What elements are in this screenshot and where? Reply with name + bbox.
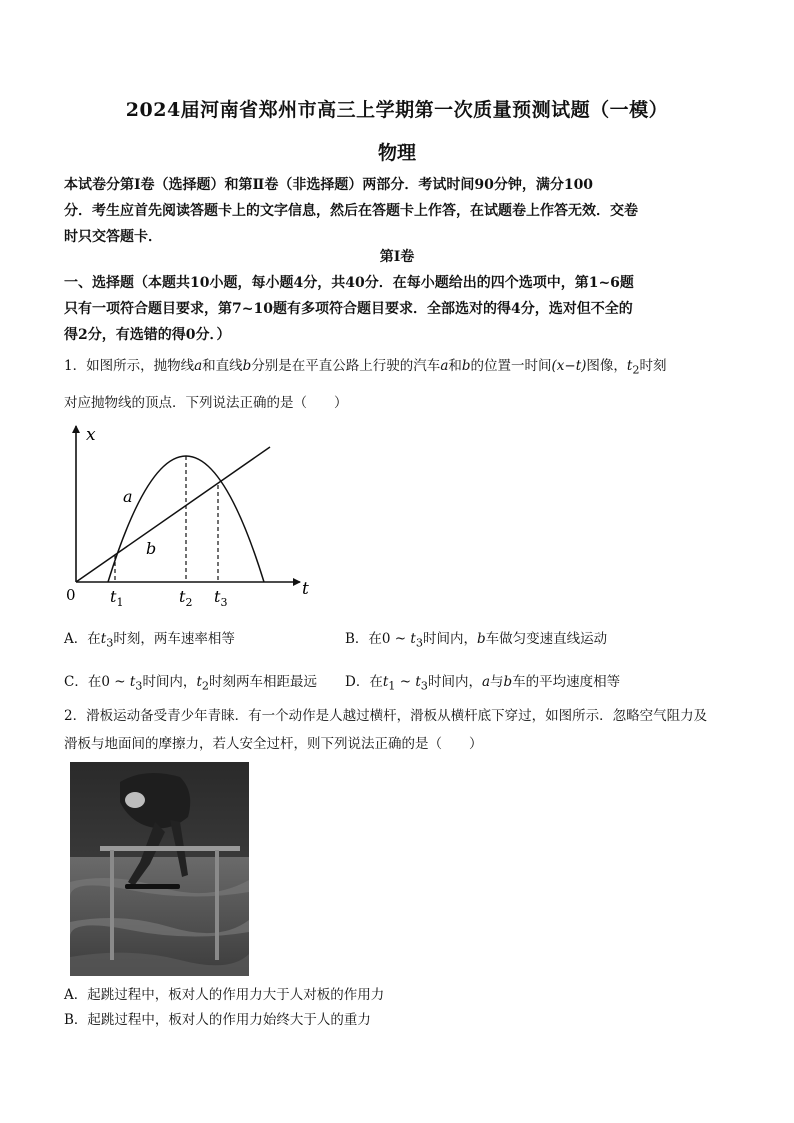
tick-t2: $t_2$ <box>179 587 193 609</box>
x-axis-label: t <box>302 579 309 599</box>
skateboard-photo-drawing <box>70 762 249 976</box>
curve-a-label: a <box>123 487 133 506</box>
line-b <box>76 447 270 582</box>
instructions-line: 分．考生应首先阅读答题卡上的文字信息，然后在答题卡上作答，在试题卷上作答无效．交卷 <box>64 203 638 219</box>
q1-option-a: A．在$t_3$时刻，两车速率相等 <box>64 631 235 650</box>
question-2-line1: 2．滑板运动备受青少年青睐．有一个动作是人越过横杆，滑板从横杆底下穿过，如图所示．忽略空气阻力及 <box>64 708 708 724</box>
tick-t3: $t_3$ <box>214 587 228 609</box>
question-1-line2: 对应抛物线的顶点．下列说法正确的是（ ） <box>64 394 348 411</box>
question-1-line1: 1．如图所示，抛物线a和直线b分别是在平直公路上行驶的汽车a和b的位置一时间(x−t)图像，$t_2$时刻 <box>64 358 667 377</box>
q2-option-b: B．起跳过程中，板对人的作用力始终大于人的重力 <box>64 1012 371 1028</box>
question-2-line2: 滑板与地面间的摩擦力，若人安全过杆，则下列说法正确的是（ ） <box>64 736 483 752</box>
skateboard-photo <box>70 762 249 976</box>
section-description <box>64 270 734 348</box>
instructions-line: 本试卷分第Ⅰ卷（选择题）和第Ⅱ卷（非选择题）两部分．考试时间90分钟，满分100 <box>64 177 594 193</box>
section-desc-line: 只有一项符合题目要求，第7~10题有多项符合题目要求．全部选对的得4分，选对但不全的 <box>64 301 633 317</box>
subject-title: 物理 <box>377 142 416 164</box>
y-axis-label: x <box>86 425 96 445</box>
section-label: 第Ⅰ卷 <box>379 249 415 265</box>
section-desc-line: 得2分，有选错的得0分．） <box>64 327 231 343</box>
position-time-graph <box>60 422 320 610</box>
exam-instructions <box>64 172 734 250</box>
q1-option-c: C．在0 ~ $t_3$时间内，$t_2$时刻两车相距最远 <box>64 674 318 693</box>
section-desc-line: 一、选择题（本题共10小题，每小题4分，共40分．在每小题给出的四个选项中，第1~6题 <box>64 275 634 291</box>
q1-option-d: D．在$t_1$ ~ $t_3$时间内，a与b车的平均速度相等 <box>345 674 621 693</box>
question-2-stem <box>64 702 734 758</box>
question-1-stem <box>64 350 734 420</box>
instructions-line: 时只交答题卡． <box>64 229 162 245</box>
q1-option-b: B．在0 ~ $t_3$时间内，b车做匀变速直线运动 <box>345 631 608 650</box>
q2-option-a: A．起跳过程中，板对人的作用力大于人对板的作用力 <box>64 987 385 1003</box>
tick-t1: $t_1$ <box>110 587 124 609</box>
line-b-label: b <box>146 539 157 558</box>
origin-label: 0 <box>66 586 76 604</box>
page-title: 2024届河南省郑州市高三上学期第一次质量预测试题（一模） <box>125 99 669 121</box>
